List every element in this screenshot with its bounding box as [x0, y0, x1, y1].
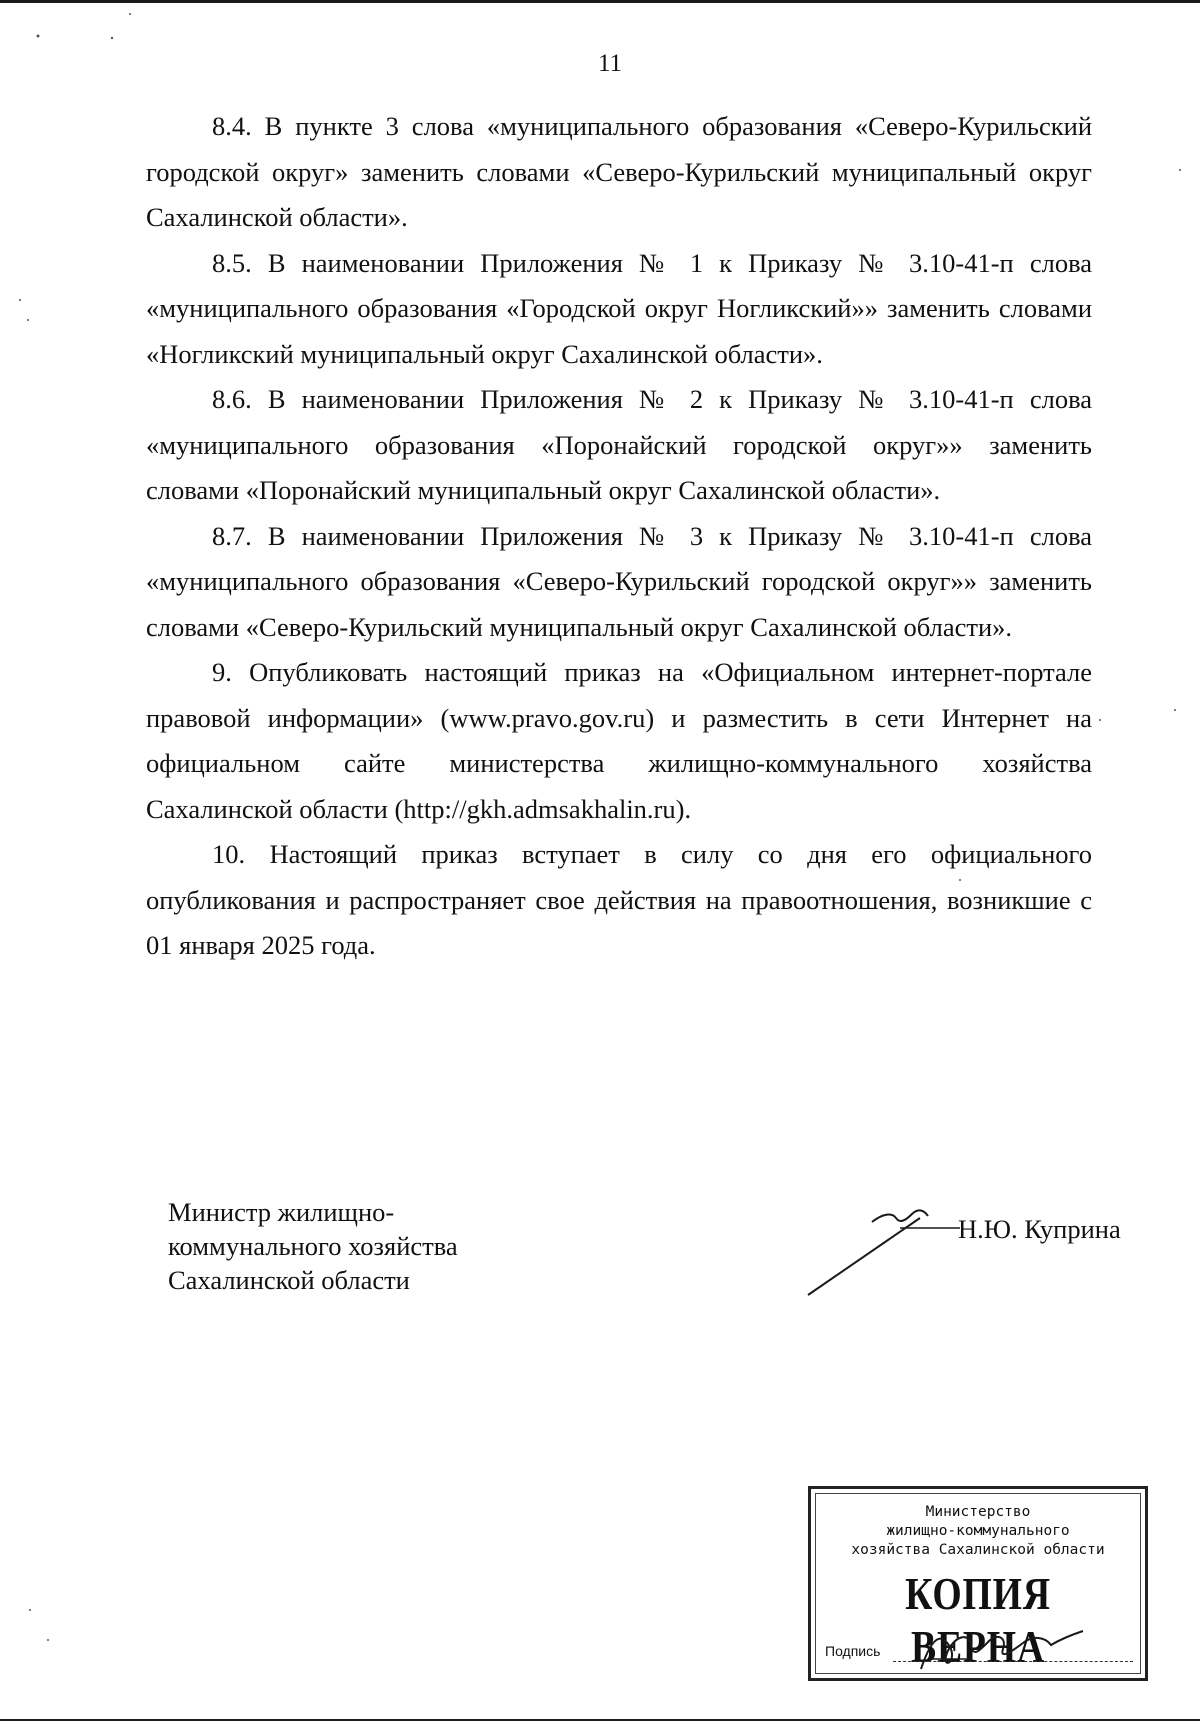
stamp-org-line: хозяйства Сахалинской области — [851, 1542, 1105, 1558]
scan-top-edge — [0, 0, 1200, 3]
signer-position-line: Министр жилищно- — [168, 1197, 395, 1227]
paragraph-8-4: 8.4. В пункте 3 слова «муниципального образования «Северо-Курильский городской округ» заменить словами «Северо-Курильский муниципальный округ Сахалинской области». — [146, 111, 1092, 232]
paragraph-8-6: 8.6. В наименовании Приложения № 2 к Приказу № 3.10-41-п слова «муниципального образования «Поронайский городской округ»» заменить словами «Поронайский муниципальный округ Сахалинской области». — [146, 384, 1092, 505]
signer-name: Н.Ю. Куприна — [958, 1214, 1121, 1244]
paragraph-8-7: 8.7. В наименовании Приложения № 3 к Приказу № 3.10-41-п слова «муниципального образования «Северо-Курильский городской округ»» заменить словами «Северо-Курильский муниципальный округ Сахалинской области». — [146, 520, 1092, 642]
paragraph-9: 9. Опубликовать настоящий приказ на «Официальном интернет-портале правовой информации» (www.pravo.gov.ru) и разместить в сети Интернет на официальном сайте министерства жилищно-коммунального хозяйства Сахалинской области (http://gkh.admsakhalin.ru). — [146, 657, 1092, 824]
stamp-org-line: Министерство — [925, 1504, 1031, 1520]
document-body — [146, 104, 1092, 969]
stamp-org-line: жилищно-коммунального — [886, 1523, 1070, 1539]
page-number: 11 — [597, 50, 623, 77]
stamp-handwritten-signature — [911, 1619, 1091, 1679]
signer-position-line: Сахалинской области — [168, 1265, 410, 1295]
signer-position — [168, 1195, 458, 1297]
signer-position-line: коммунального хозяйства — [168, 1231, 458, 1261]
handwritten-signature — [800, 1200, 960, 1300]
stamp-signature-label: Подпись — [825, 1643, 881, 1659]
stamp-organization — [811, 1503, 1145, 1560]
paragraph-8-5: 8.5. В наименовании Приложения № 1 к Приказу № 3.10-41-п слова «муниципального образования «Городской округ Ногликский»» заменить словами «Ногликский муниципальный округ Сахалинской области». — [146, 247, 1092, 369]
paragraph-10: 10. Настоящий приказ вступает в силу со дня его официального опубликования и распространяет свое действия на правоотношения, возникшие с 01 января 2025 года. — [146, 839, 1092, 960]
stamp-title: КОПИЯ ВЕРНА — [905, 1568, 1051, 1672]
certified-copy-stamp — [808, 1486, 1148, 1681]
